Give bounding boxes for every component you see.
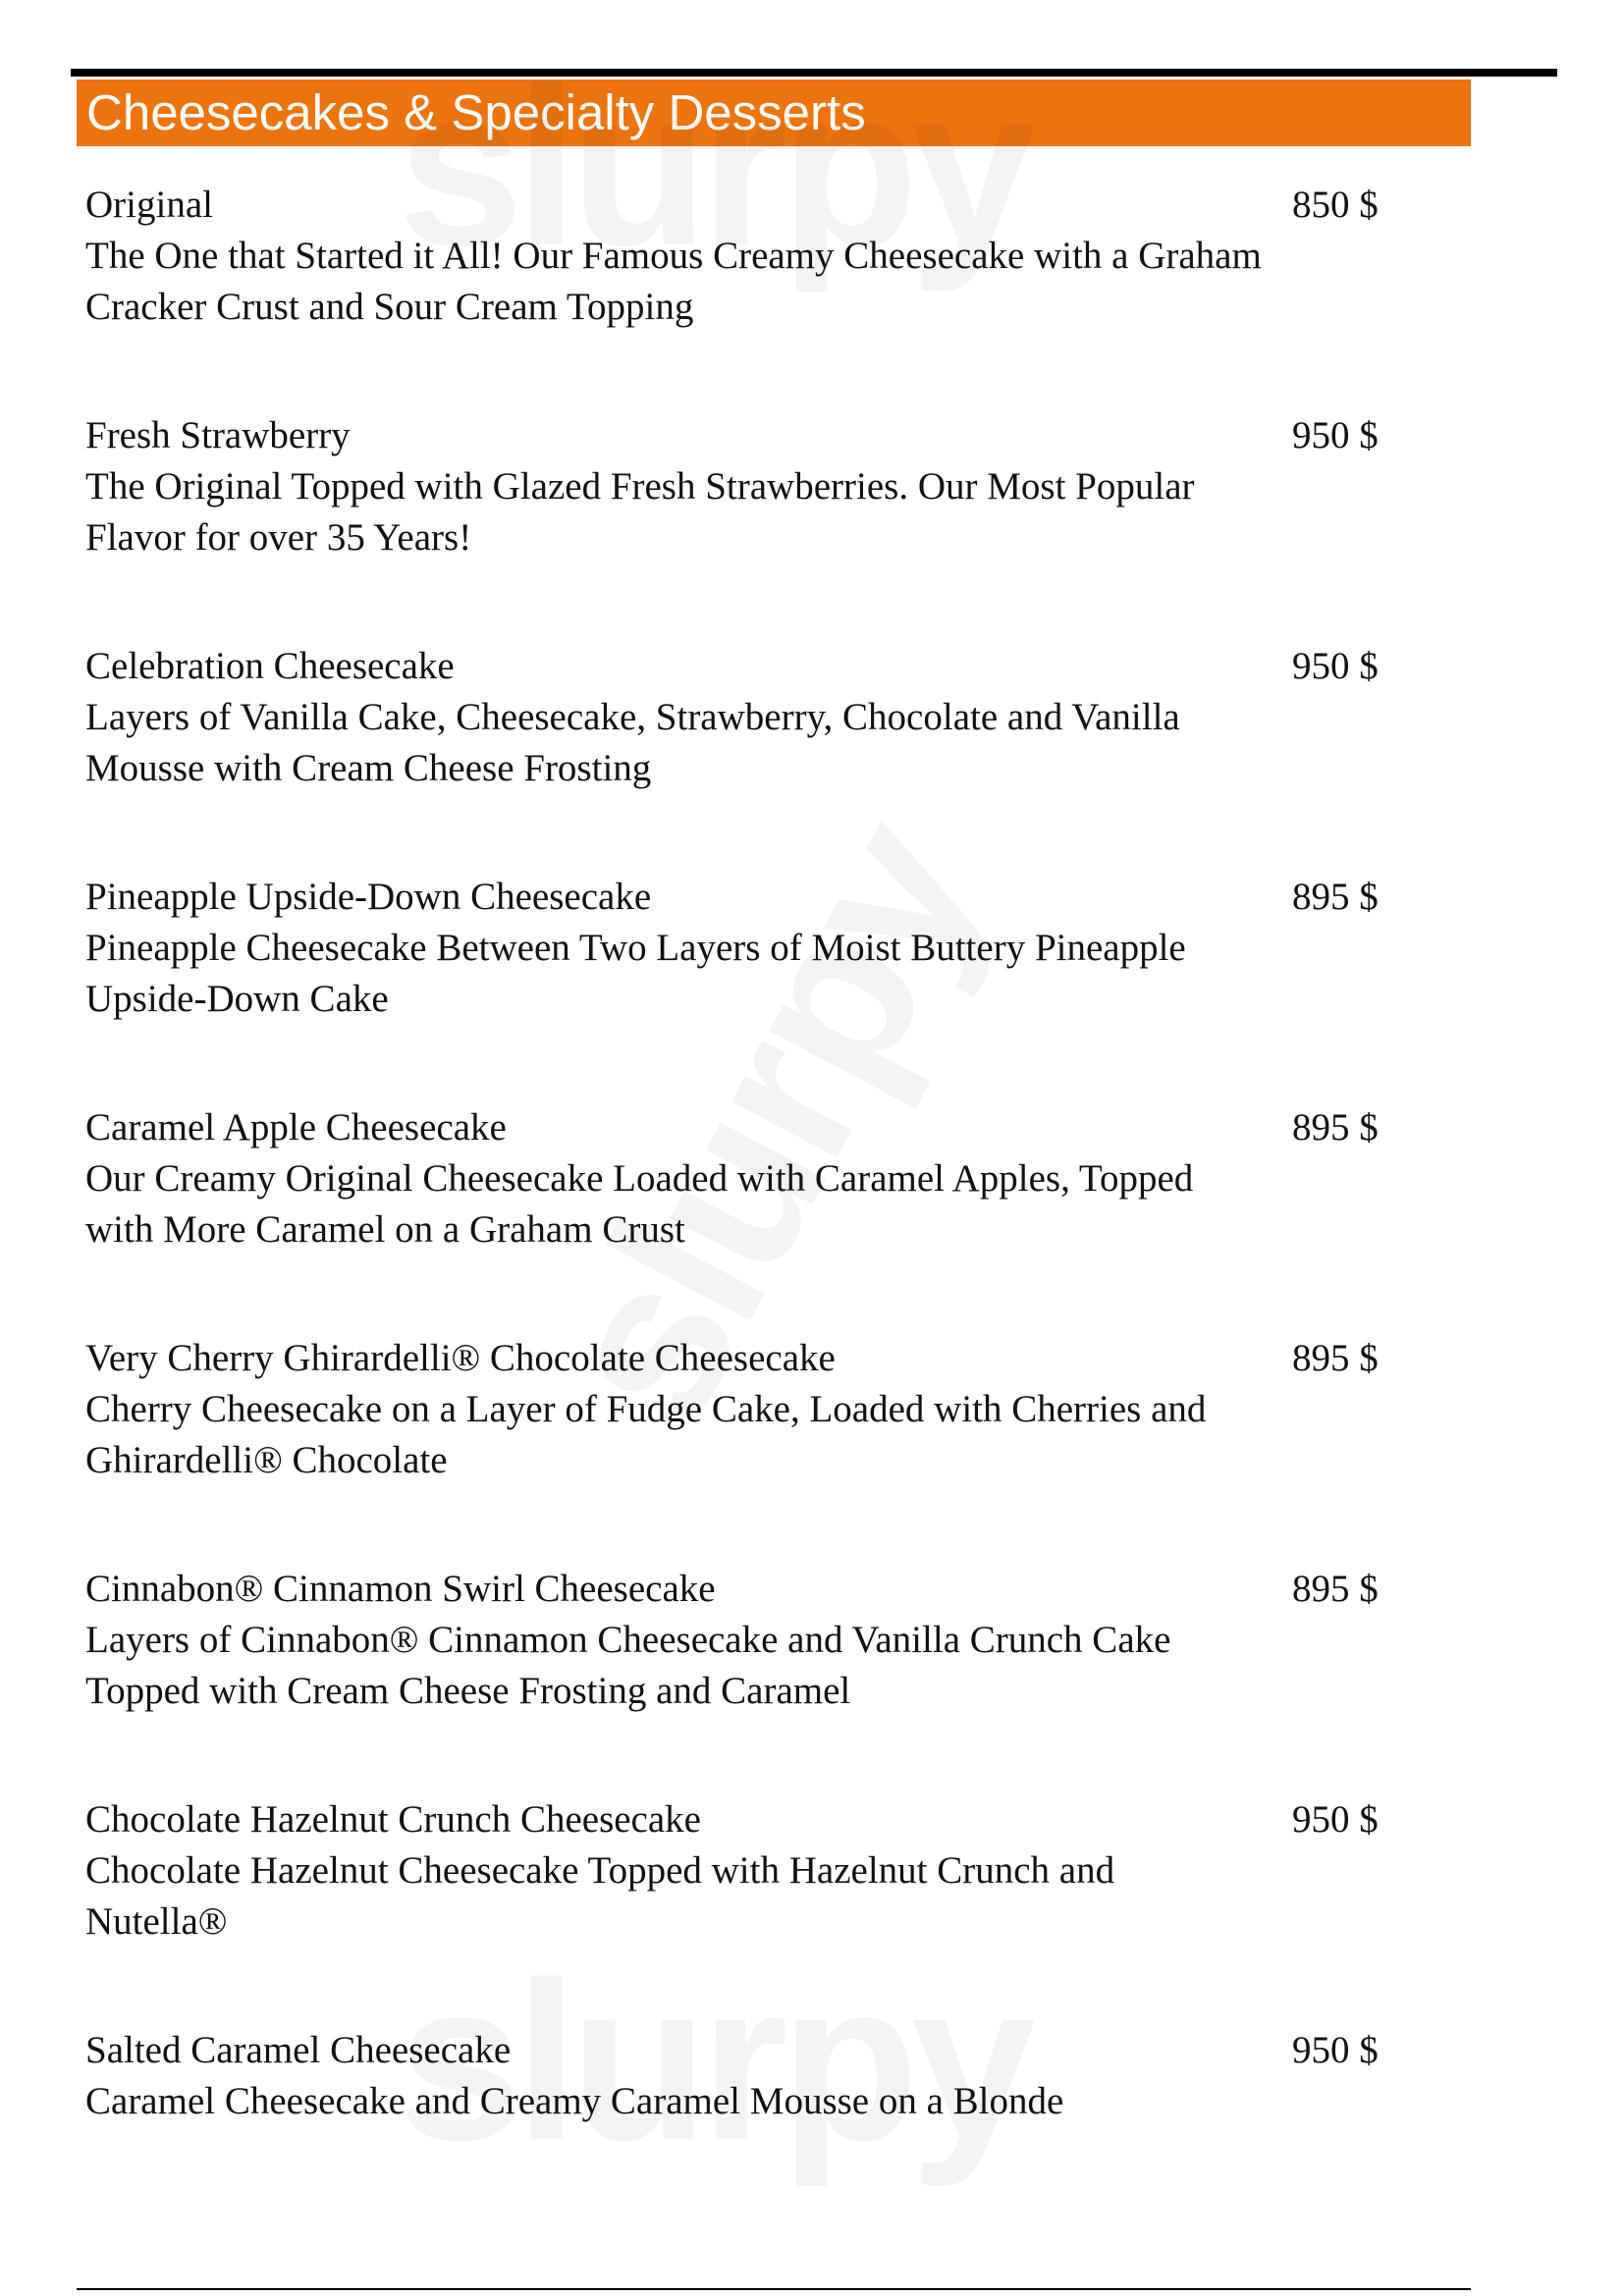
item-description: Cherry Cheesecake on a Layer of Fudge Cake, Loaded with Cherries and Ghirardelli® Chocolate [85,1388,1207,1481]
item-description: Pineapple Cheesecake Between Two Layers of Moist Buttery Pineapple Upside-Down Cake [85,927,1186,1020]
section-title: Cheesecakes & Specialty Desserts [86,84,866,140]
item-description: Our Creamy Original Cheesecake Loaded with Caramel Apples, Topped with More Caramel on a Graham Crust [85,1157,1194,1251]
menu-item [85,2025,1391,2256]
item-name: Very Cherry Ghirardelli® Chocolate Cheesecake [85,1337,836,1379]
item-price: 950 $ [1292,1798,1379,1841]
item-name: Chocolate Hazelnut Crunch Cheesecake [85,1798,701,1841]
menu-item [85,180,1391,410]
menu-item [85,1333,1391,1564]
item-name: Fresh Strawberry [85,414,351,456]
item-description: The One that Started it All! Our Famous Creamy Cheesecake with a Graham Cracker Crust and Sour Cream Topping [85,235,1262,328]
menu-item [85,1102,1391,1333]
item-price: 950 $ [1292,2029,1379,2071]
item-price: 895 $ [1292,1568,1379,1610]
menu-item [85,1794,1391,2025]
item-price: 950 $ [1292,645,1379,687]
menu-item [85,1564,1391,1794]
top-rule [71,69,1557,77]
menu-list [85,180,1391,2256]
item-name: Original [85,184,213,226]
item-description: Layers of Vanilla Cake, Cheesecake, Strawberry, Chocolate and Vanilla Mousse with Cream Cheese Frosting [85,696,1180,789]
item-price: 950 $ [1292,414,1379,456]
item-name: Celebration Cheesecake [85,645,455,687]
item-price: 895 $ [1292,876,1379,918]
item-description: Caramel Cheesecake and Creamy Caramel Mousse on a Blonde [85,2080,1064,2122]
item-description: The Original Topped with Glazed Fresh Strawberries. Our Most Popular Flavor for over 35 Years! [85,465,1195,559]
item-name: Cinnabon® Cinnamon Swirl Cheesecake [85,1568,716,1610]
item-price: 850 $ [1292,184,1379,226]
item-price: 895 $ [1292,1106,1379,1148]
item-description: Layers of Cinnabon® Cinnamon Cheesecake and Vanilla Crunch Cake Topped with Cream Cheese Frosting and Caramel [85,1619,1171,1712]
menu-item [85,410,1391,641]
menu-item [85,872,1391,1102]
section-header [77,80,1471,146]
item-price: 895 $ [1292,1337,1379,1379]
bottom-rule [77,2288,1471,2290]
item-name: Caramel Apple Cheesecake [85,1106,507,1148]
item-name: Salted Caramel Cheesecake [85,2029,512,2071]
item-description: Chocolate Hazelnut Cheesecake Topped with Hazelnut Crunch and Nutella® [85,1849,1115,1943]
item-name: Pineapple Upside-Down Cheesecake [85,876,652,918]
menu-item [85,641,1391,872]
